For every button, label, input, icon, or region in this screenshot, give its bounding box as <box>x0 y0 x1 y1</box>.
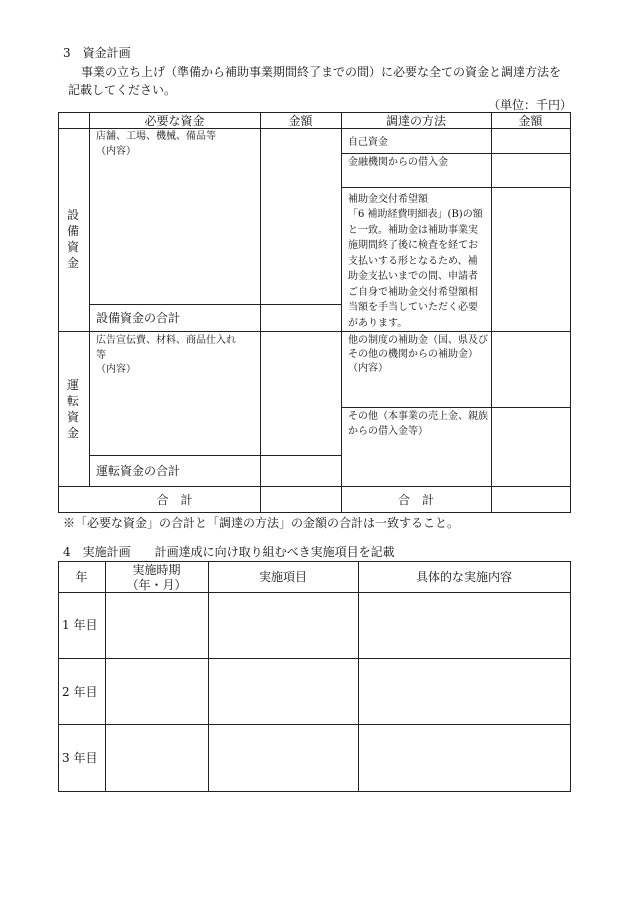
equipment-items-label: 店舗、工場、機械、備品等 <box>96 131 216 142</box>
row-year-2: 2 年目 <box>62 685 98 699</box>
header-details: 具体的な実施内容 <box>415 570 512 584</box>
subsidy-desc-line: 当額を手当していただく必要 <box>348 302 478 313</box>
operating-subtotal-label: 運転資金の合計 <box>96 464 181 478</box>
subsidy-desc-line: ご自身で補助金交付希望額相 <box>348 286 478 298</box>
subsidy-desc-line: 施期間終了後に検査を経てお <box>348 240 478 251</box>
unit-label: （単位：千円） <box>488 98 573 112</box>
other-funds-line1: その他（本事業の売上金、親族 <box>348 411 488 422</box>
section3-intro-line2: 記載してください。 <box>68 83 177 97</box>
header-required-funds: 必要な資金 <box>144 114 205 128</box>
subsidy-desc-line: 支払いする形となるため、補 <box>348 255 478 267</box>
section3-intro-line1: 事業の立ち上げ（準備から補助事業期間終了までの間）に必要な全ての資金と調達方法を <box>81 65 562 79</box>
bank-loans-label: 金融機関からの借入金 <box>348 157 448 168</box>
category-equipment: 設 備 資 金 <box>66 208 79 270</box>
row-year-1: 1 年目 <box>62 618 98 632</box>
subsidy-title: 補助金交付希望額 <box>348 194 428 205</box>
equipment-items-note: （内容） <box>96 146 136 157</box>
equipment-subtotal-label: 設備資金の合計 <box>96 311 181 325</box>
section4-heading: 4 実施計画 計画達成に向け取り組むべき実施項目を記載 <box>63 545 395 559</box>
own-funds-label: 自己資金 <box>348 137 388 148</box>
subsidy-desc-line: があります。 <box>348 317 408 329</box>
header-period-line2: （年・月） <box>126 578 187 592</box>
other-funds-line2: からの借入金等） <box>348 426 428 437</box>
total-right-label: 合 計 <box>397 493 434 507</box>
subsidy-desc-line: 「6 補助経費明細表」(B)の額 <box>348 209 483 220</box>
category-operating: 運 転 資 金 <box>66 378 79 440</box>
subsidy-desc <box>348 207 483 331</box>
total-left-label: 合 計 <box>156 493 193 507</box>
header-year: 年 <box>75 570 88 584</box>
header-procurement-method: 調達の方法 <box>385 114 446 128</box>
operating-items-note: （内容） <box>96 364 136 375</box>
footnote: ※「必要な資金」の合計と「調達の方法」の金額の合計は一致すること。 <box>63 516 460 530</box>
header-period-line1: 実施時期 <box>132 563 181 577</box>
section3-heading: 3 資金計画 <box>63 46 131 60</box>
header-items: 実施項目 <box>258 570 307 584</box>
operating-items-label-1: 広告宣伝費、材料、商品仕入れ <box>96 335 236 346</box>
other-subsidy-line2: その他の機関からの補助金） <box>348 349 478 360</box>
header-amount-2: 金額 <box>518 114 543 128</box>
other-subsidy-note: （内容） <box>348 363 388 374</box>
subsidy-desc-line: 助金支払いまでの間、申請者 <box>348 271 478 282</box>
operating-items-label-2: 等 <box>96 350 106 361</box>
other-subsidy-line1: 他の制度の補助金（国、県及び <box>348 335 488 346</box>
row-year-3: 3 年目 <box>62 751 98 765</box>
header-amount: 金額 <box>288 114 313 128</box>
subsidy-desc-line: と一致。補助金は補助事業実 <box>348 224 478 236</box>
